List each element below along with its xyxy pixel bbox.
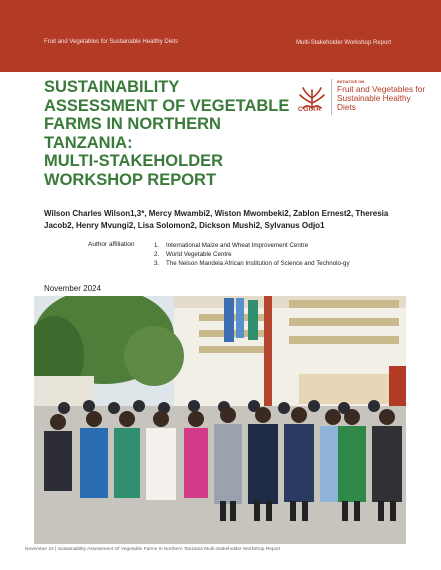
header-band <box>0 0 441 72</box>
author-list: Wilson Charles Wilson1,3*, Mercy Mwambi2, Wiston Mwombeki2, Zablon Ernest2, Theresia Jacob2, Henry Mvungi2, Lisa Solomon2, Dickson Mushi2, Sylvanus Odjo1 <box>44 209 389 230</box>
header-left-text: Fruit and Vegetables for Sustainable Healthy Diets <box>44 39 179 45</box>
group-photo-illustration <box>34 296 406 544</box>
group-photo <box>34 296 406 544</box>
affiliation-item: 2. World Vegetable Centre <box>154 251 232 258</box>
cgiar-wordmark: CGIAR <box>298 106 322 113</box>
affiliation-list <box>154 241 350 268</box>
initiative-name: Fruit and Vegetables for Sustainable Healthy Diets <box>337 84 426 112</box>
initiative-label: INITIATIVE ON <box>337 79 365 84</box>
title-line: ASSESSMENT OF VEGETABLE <box>44 96 290 115</box>
title-line: FARMS IN NORTHERN <box>44 115 221 133</box>
affiliation-item: 1. International Maize and Wheat Improvement Centre <box>154 242 309 249</box>
title-line: MULTI-STAKEHOLDER <box>44 152 224 170</box>
logo-divider <box>331 79 332 115</box>
title-line: SUSTAINABILITY <box>44 78 180 96</box>
cgiar-initiative-logo <box>297 79 427 119</box>
header-right-text: Multi-Stakeholder Workshop Report <box>296 40 391 46</box>
title-line: TANZANIA: <box>44 133 133 152</box>
report-title <box>44 78 294 189</box>
title-line: WORKSHOP REPORT <box>44 170 217 189</box>
affiliation-label: Author affiliation <box>88 241 135 248</box>
affiliation-item: 3. The Nelson Mandela African Institution of Science and Technolo-gy <box>154 260 350 267</box>
page-footer: November 24 | Sustainability Assessment Of Vegetable Farms In Northern Tanzania Multi-Stakeholder Workshop Report <box>25 547 281 552</box>
report-date: November 2024 <box>44 284 101 293</box>
